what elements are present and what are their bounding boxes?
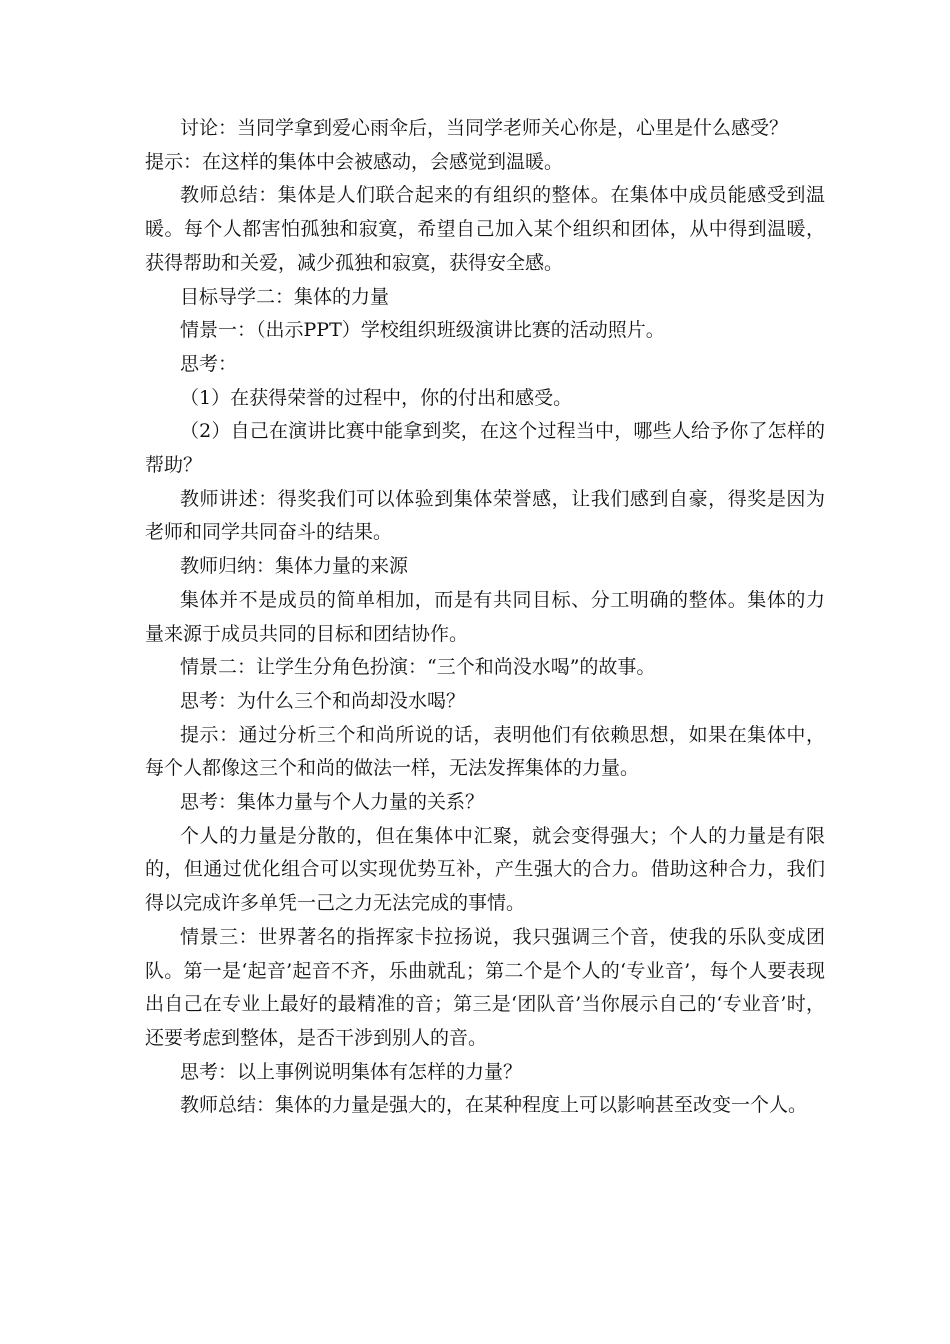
paragraph-teacher-summary-2: 教师总结：集体的力量是强大的，在某种程度上可以影响甚至改变一个人。	[180, 1094, 808, 1117]
paragraph-individual-power: 个人的力量是分散的，但在集体中汇聚，就会变得强大；个人的力量是有限的，但通过优化组合可以实现优势互补，产生强大的合力。借助这种合力，我们得以完成许多单凭一己之力无法完成的事情。	[145, 824, 825, 915]
paragraph-collective-source: 集体并不是成员的简单相加，而是有共同目标、分工明确的整体。集体的力量来源于成员共同的目标和团结协作。	[145, 588, 825, 645]
paragraph-teacher-induction: 教师归纳：集体力量的来源	[180, 555, 409, 578]
paragraph-think-examples: 思考：以上事例说明集体有怎样的力量？	[180, 1060, 523, 1083]
paragraph-think-monks: 思考：为什么三个和尚却没水喝？	[180, 689, 466, 712]
paragraph-hint-2: 提示：通过分析三个和尚所说的话，表明他们有依赖思想，如果在集体中，每个人都像这三个和尚的做法一样，无法发挥集体的力量。	[145, 723, 825, 780]
paragraph-discussion: 讨论：当同学拿到爱心雨伞后，当同学老师关心你是，心里是什么感受？	[180, 117, 789, 139]
paragraph-scenario-1: 情景一：（出示PPT）学校组织班级演讲比赛的活动照片。	[180, 319, 665, 342]
paragraph-scenario-2: 情景二：让学生分角色扮演：“三个和尚没水喝”的故事。	[180, 656, 656, 679]
paragraph-scenario-3: 情景三：世界著名的指挥家卡拉扬说，我只强调三个音，使我的乐队变成团队。第一是‘起音’起音不齐，乐曲就乱；第二个是个人的‘专业音’，每个人要表现出自己在专业上最好的最精准的音；第三是‘团队音’当你展示自己的‘专业音’时，还要考虑到整体，是否干涉到别人的音。	[145, 925, 825, 1049]
paragraph-think-label: 思考：	[180, 352, 238, 375]
paragraph-teacher-summary-1: 教师总结：集体是人们联合起来的有组织的整体。在集体中成员能感受到温暖。每个人都害怕孤独和寂寞，希望自己加入某个组织和团体，从中得到温暖，获得帮助和关爱，减少孤独和寂寞，获得安全感。	[145, 184, 825, 274]
paragraph-hint-1: 提示：在这样的集体中会被感动，会感觉到温暖。	[145, 150, 564, 173]
list-item-2: （2）自己在演讲比赛中能拿到奖，在这个过程当中，哪些人给予你了怎样的帮助？	[145, 420, 825, 477]
paragraph-teacher-narration: 教师讲述：得奖我们可以体验到集体荣誉感，让我们感到自豪，得奖是因为老师和同学共同奋斗的结果。	[145, 487, 825, 544]
paragraph-think-relation: 思考：集体力量与个人力量的关系？	[180, 791, 485, 814]
document-body	[145, 112, 825, 1123]
list-item-1: （1）在获得荣誉的过程中，你的付出和感受。	[180, 386, 573, 409]
section-heading-goal-2: 目标导学二：集体的力量	[180, 285, 390, 308]
